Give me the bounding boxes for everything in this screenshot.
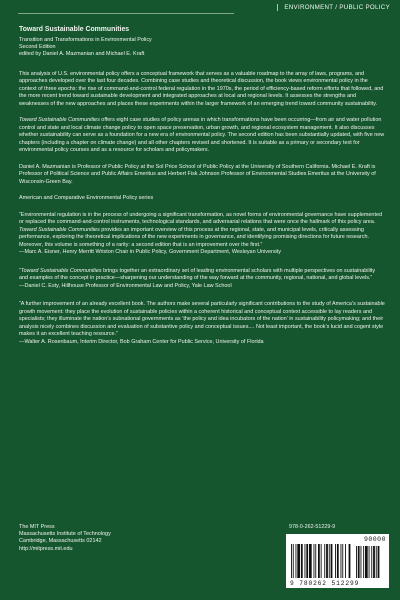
author-bios: Daniel A. Mazmanian is Professor of Public Policy at the Sol Price School of Public Policy at the University of Southern California. Michael E. Kraft is Professor of Political Science and Public Affairs Emeritus and Herbert Fisk Johnson Professor of Environmental Studies Emeritus at the University of Wisconsin-Green Bay. [19,163,376,185]
endorsement-text: “Environmental regulation is in the process of undergoing a significant transformation, as novel forms of environmental governance have supplemented or replaced the command-and-control instruments, technological standards, and adversarial relations that were once the hallmark of this policy area. [19,211,383,226]
barcode-price-code: 90000 [363,536,386,543]
publisher-institution: Massachusetts Institute of Technology [19,531,111,538]
series-tag: ENVIRONMENT / PUBLIC POLICY [277,4,390,11]
book-meta [19,26,385,59]
endorsement-attribution: —Walter A. Rosenbaum, Interim Director, Bob Graham Center for Public Service, University of Florida [19,338,264,345]
endorsement-title-italic: Toward Sustainable Communities [19,226,100,233]
book-edition: Second Edition [19,44,56,51]
endorsement-text: “A further improvement of an already excellent book. The authors make several particularly significant contributions to the study of America’s sustainable growth movement: they place the evolution of sustainable policies within a coherent historical and conceptual context accessible to lay readers and specialists; they illuminate the nation’s subnational governments as ‘the policy and idea incubators of the nation’ in sustainability policymaking; and their analysis nicely combines discussion and evaluation of substantive policy and conceptual issues.... Not least important, the book’s lucid and cogent style makes it an excellent teaching resource.” [19,301,385,338]
endorsement-attribution: —Marc A. Eisner, Henry Merritt Wriston Chair in Public Policy, Government Department, Wesleyan University [19,249,281,256]
publisher-address: Cambridge, Massachusetts 02142 [19,538,102,545]
top-bar [0,0,400,22]
endorsement-title-italic: Toward Sustainable Communities [20,267,102,274]
endorsement-text: “ [19,267,21,274]
endorsement-2 [19,268,385,291]
endorsement-1 [19,212,385,257]
publisher-block [19,524,111,553]
endorsement-text: provides an important overview of this process at the regional, state, and municipal levels, critically assessing performance, exploring the theoretical implications of the new experiments in governance, and identifying promising directions for future research. Moreover, this volume is something of a rarity: a second edition that is an improvement over the first.” [19,226,369,248]
endorsement-attribution: —Daniel C. Esty, Hillhouse Professor of Environmental Law and Policy, Yale Law School [19,282,232,289]
endorsement-text: brings together an extraordinary set of leading environmental scholars with multiple perspectives on sustainability and examples of the concept in practice—sharpening our understanding of the way forward at the community, regional, national, and global levels.” [19,267,376,282]
series-name: American and Comparative Environmental Policy series [19,195,154,202]
blurb-paragraph-2-text: offers eight case studies of policy arenas in which transformations have been occurring—from air and water pollution control and state and local climate change policy to open space preservation, urban growth, and regional ecosystem management. It also discusses whether sustainability can serve as a foundation for a new era of environmental policy. The second edition has been substantially updated, with five new chapters (including a chapter on climate change) and all other chapters revised and shortened. It is suitable as a primary or secondary text for environmental policy courses and as a resource for scholars and policymakers. [19,117,385,154]
header-rule [18,13,234,14]
book-subtitle: Transition and Transformations in Environmental Policy [19,37,152,43]
barcode [286,534,389,588]
isbn: 978-0-262-51229-9 [289,524,336,530]
endorsement-3 [19,301,385,346]
blurb-paragraph-1: This analysis of U.S. environmental policy offers a conceptual framework that serves as a valuable roadmap to the array of laws, programs, and approaches developed over the last four decades. Combining case studies and theoretical discussion, the book views environmental policy in the context of three epochs: the rise of command-and-control federal regulation in the 1970s, the period of efficiency-based reform efforts that followed, and the more recent trend toward sustainable development and integrated approaches at local and regional levels. It assesses the strengths and weaknesses of the new approaches and places these experiments within the larger framework of an emerging trend toward community sustainability. [19,70,384,107]
barcode-digits: 9 780262 512299 [290,580,360,587]
publisher-url[interactable]: http://mitpress.mit.edu [19,545,73,552]
book-title: Toward Sustainable Communities [19,26,130,33]
blurb-title-italic: Toward Sustainable Communities [19,117,100,124]
blurb-paragraph-2 [19,117,385,155]
back-cover-text [19,26,385,357]
publisher-name: The MIT Press [19,524,55,530]
book-editors: edited by Daniel A. Mazmanian and Michael E. Kraft [19,51,145,58]
